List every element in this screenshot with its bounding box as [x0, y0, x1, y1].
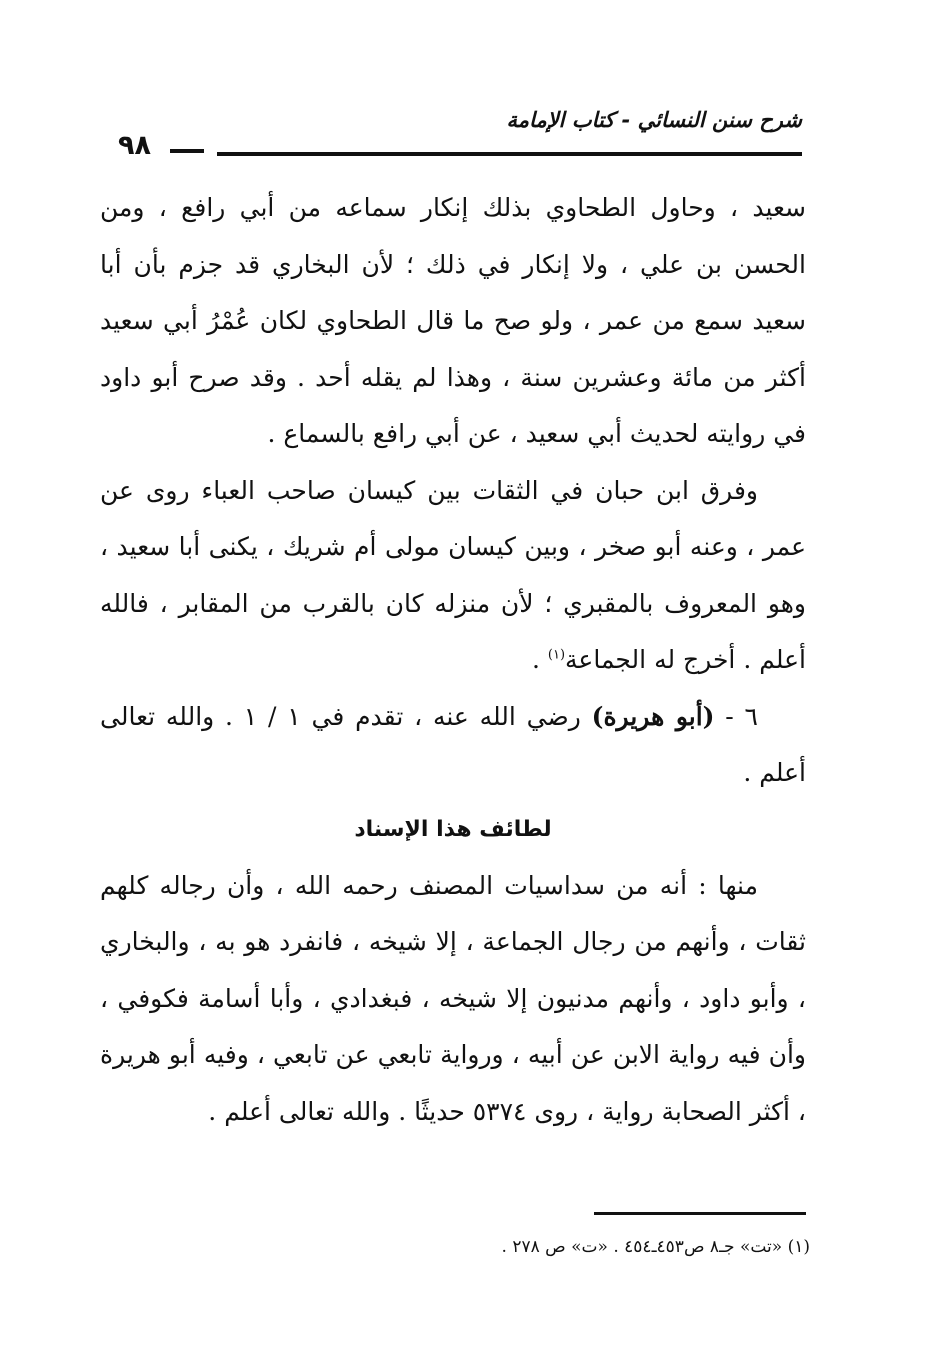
paragraph-2: [100, 463, 806, 689]
section-heading: لطائف هذا الإسناد: [354, 816, 552, 842]
paragraph-3: [100, 689, 806, 802]
header-dash: [170, 149, 204, 153]
paragraph-2-text: وفرق ابن حبان في الثقات بين كيسان صاحب العباء روى عن عمر ، وعنه أبو صخر ، وبين كيسان مولى أم شريك ، يكنى أبا سعيد ، وهو المعروف بالمقبري ؛ لأن منزله كان بالقرب من المقابر ، فالله أعلم . أخرج له الجماعة: [100, 475, 806, 674]
paragraph-3-prefix: ٦ -: [714, 701, 758, 731]
header-rule: [217, 152, 802, 156]
running-title: شرح سنن النسائي - كتاب الإمامة: [506, 108, 802, 132]
page-number: ٩٨: [118, 130, 151, 161]
paragraph-4: منها : أنه من سداسيات المصنف رحمه الله ، وأن رجاله كلهم ثقات ، وأنهم من رجال الجماعة ، إلا شيخه ، فانفرد هو به ، والبخاري ، وأبو داود ، وأنهم مدنيون إلا شيخه ، فبغدادي ، وأبا أسامة فكوفي ، وأن فيه رواية الابن عن أبيه ، ورواية تابعي عن تابعي ، وفيه أبو هريرة ، أكثر الصحابة رواية ، روى ٥٣٧٤ حديثًا . والله تعالى أعلم .: [100, 870, 806, 1126]
footnote-reference: (١): [547, 647, 566, 663]
footnote-rule: [594, 1212, 806, 1215]
body-text: [100, 180, 806, 1140]
paragraph-2-end: .: [531, 645, 548, 674]
page-header: [100, 108, 812, 168]
paragraph-1: سعيد ، وحاول الطحاوي بذلك إنكار سماعه من أبي رافع ، ومن الحسن بن علي ، ولا إنكار في ذلك ؛ لأن البخاري قد جزم بأن أبا سعيد سمع من عمر ، ولو صح ما قال الطحاوي لكان عُمْرُ أبي سعيد أكثر من مائة وعشرين سنة ، وهذا لم يقله أحد . وقد صرح أبو داود في روايته لحديث أبي سعيد ، عن أبي رافع بالسماع .: [100, 193, 806, 448]
narrator-name: (أبو هريرة): [591, 701, 715, 731]
paragraph-3-rest: رضي الله عنه ، تقدم في ١ / ١ . والله تعالى أعلم .: [100, 701, 806, 787]
footnote: (١) «تت» جـ٨ ص٤٥٣ـ٤٥٤ . «ت» ص ٢٧٨ .: [501, 1237, 810, 1257]
